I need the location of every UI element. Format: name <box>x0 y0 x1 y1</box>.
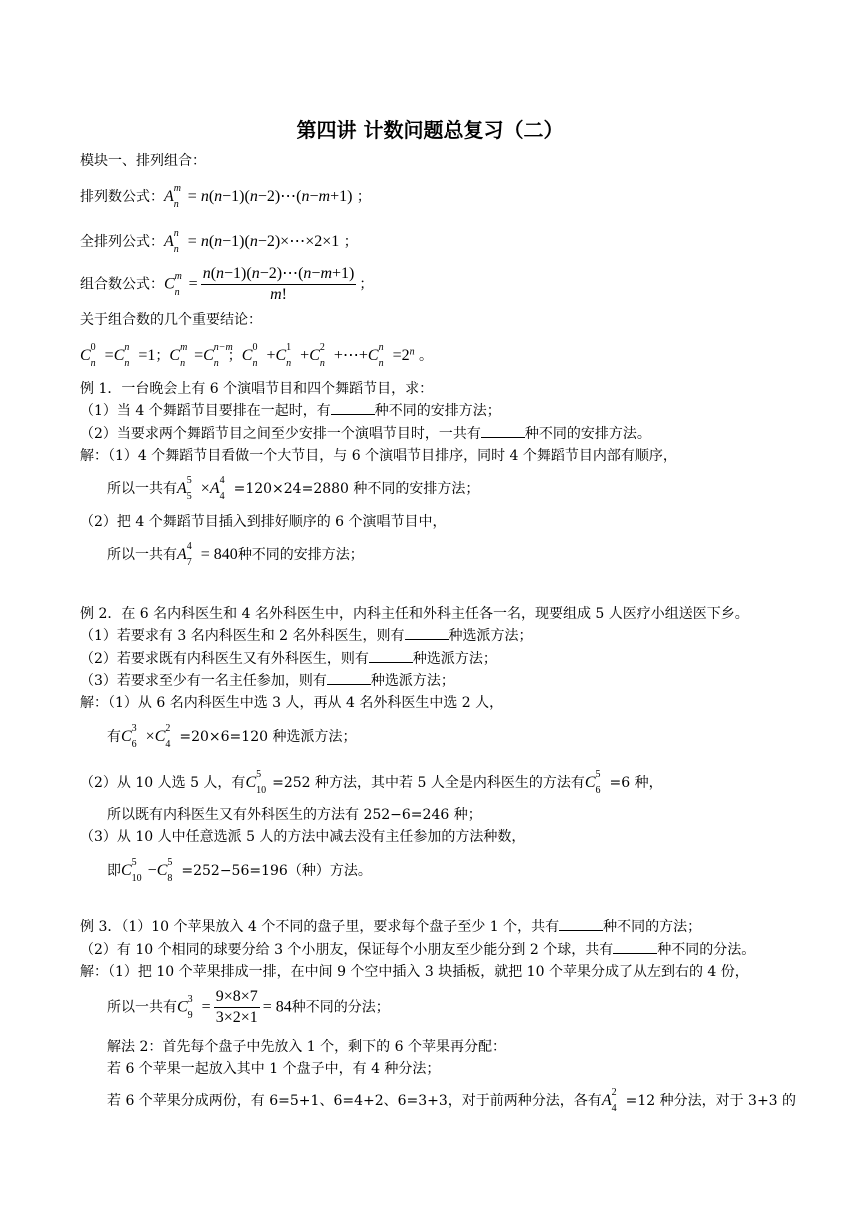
example-2-solution-3-result: 即C 5 10 −C 5 8 =252−56=196（种）方法。 <box>107 857 372 884</box>
example-1-solution-2: （2）把 4 个舞蹈节目插入到排好顺序的 6 个演唱节目中， <box>80 514 447 530</box>
example-3-solution-1-result: 所以一共有C 3 9 = $\frac{9\times 8\times 7}{3\times 2\times 1}$ = 84种不同的分法； <box>107 988 390 1026</box>
full-permutation-label: 全排列公式： <box>80 234 164 250</box>
permutation-formula: 排列数公式：A m n = n(n−1)(n−2)⋯(n−m+1) ； <box>80 183 371 210</box>
conclusions-heading: 关于组合数的几个重要结论： <box>80 312 262 328</box>
example-3-method-2-case-1: 若 6 个苹果一起放入其中 1 个盘子中，有 4 种分法； <box>107 1061 441 1077</box>
answer-blank <box>327 672 371 685</box>
example-3-part-2: （2）有 10 个相同的球要分给 3 个小朋友，保证每个小朋友至少能分到 2 个球，共有 种不同的分法。 <box>80 942 756 958</box>
example-3-part-1: 例 3．（1）10 个苹果放入 4 个不同的盘子里，要求每个盘子至少 1 个，共有 种不同的方法； <box>80 919 702 935</box>
example-1-part-1: （1）当 4 个舞蹈节目要排在一起时，有 种不同的安排方法； <box>80 403 501 419</box>
answer-blank <box>331 402 375 415</box>
permutation-label: 排列数公式： <box>80 189 164 205</box>
answer-blank <box>559 918 603 931</box>
answer-blank <box>481 425 525 438</box>
answer-blank <box>405 627 449 640</box>
example-2-solution-2: （2）从 10 人选 5 人，有C 5 10 =252 种方法，其中若 5 人全是内科医生的方法有C 5 6 =6 种， <box>80 769 663 796</box>
example-2-question: 例 2．在 6 名内科医生和 4 名外科医生中，内科主任和外科主任各一名，现要组成 5 人医疗小组送医下乡。 <box>80 606 749 622</box>
module-heading: 模块一、排列组合： <box>80 153 206 169</box>
example-2-solution-3: （3）从 10 人中任意选派 5 人的方法中减去没有主任参加的方法种数， <box>80 829 526 845</box>
example-3-method-2-case-2: 若 6 个苹果分成两份，有 6=5+1、6=4+2、6=3+3，对于前两种分法，各有A 2 4 =12 种分法，对于 3+3 的 <box>107 1087 797 1114</box>
example-1-solution-1-result: 所以一共有A 5 5 ×A 4 4 =120×24=2880 种不同的安排方法； <box>107 475 480 502</box>
example-2-part-3: （3）若要求至少有一名主任参加，则有 种选派方法； <box>80 673 455 689</box>
example-2-solution-1: 解：（1）从 6 名内科医生中选 3 人，再从 4 名外科医生中选 2 人， <box>80 695 504 711</box>
example-2-solution-1-result: 有C 3 6 ×C 2 4 =20×6=120 种选派方法； <box>107 723 357 750</box>
example-3-method-2: 解法 2：首先每个盘子中先放入 1 个，剩下的 6 个苹果再分配： <box>107 1039 506 1055</box>
combination-formula: 组合数公式：C m n = $\frac{n(n-1)(n-2)\cdots(n-m+1)}{m!}$ ； <box>80 265 374 303</box>
combination-conclusions: C 0 n =C n n =1；C m n =C n−m n ；C 0 n +C 1 n +C 2 n +⋯+C n n $=2^n$ 。 <box>80 342 434 369</box>
example-2-part-1: （1）若要求有 3 名内科医生和 2 名外科医生，则有 种选派方法； <box>80 628 533 644</box>
full-permutation-formula: 全排列公式：A n n = n(n−1)(n−2)×⋯×2×1 ； <box>80 228 358 255</box>
combination-label: 组合数公式： <box>80 276 164 293</box>
example-1-solution-2-result: 所以一共有A 4 7 = 840种不同的安排方法； <box>107 541 364 568</box>
example-2-part-2: （2）若要求既有内科医生又有外科医生，则有 种选派方法； <box>80 651 497 667</box>
example-1-question: 例 1．一台晚会上有 6 个演唱节目和四个舞蹈节目，求： <box>80 381 434 397</box>
answer-blank <box>613 941 657 954</box>
page-title: 第四讲 计数问题总复习（二） <box>296 118 564 142</box>
example-2-solution-2-result: 所以既有内科医生又有外科医生的方法有 252−6=246 种； <box>107 807 482 823</box>
answer-blank <box>369 650 413 663</box>
example-1-part-2: （2）当要求两个舞蹈节目之间至少安排一个演唱节目时，一共有 种不同的安排方法。 <box>80 426 651 442</box>
example-3-solution-1: 解：（1）把 10 个苹果排成一排，在中间 9 个空中插入 3 块插板，就把 10 个苹果分成了从左到右的 4 份， <box>80 964 749 980</box>
example-1-solution-1: 解：（1）4 个舞蹈节目看做一个大节目，与 6 个演唱节目排序，同时 4 个舞蹈节目内部有顺序， <box>80 448 677 464</box>
